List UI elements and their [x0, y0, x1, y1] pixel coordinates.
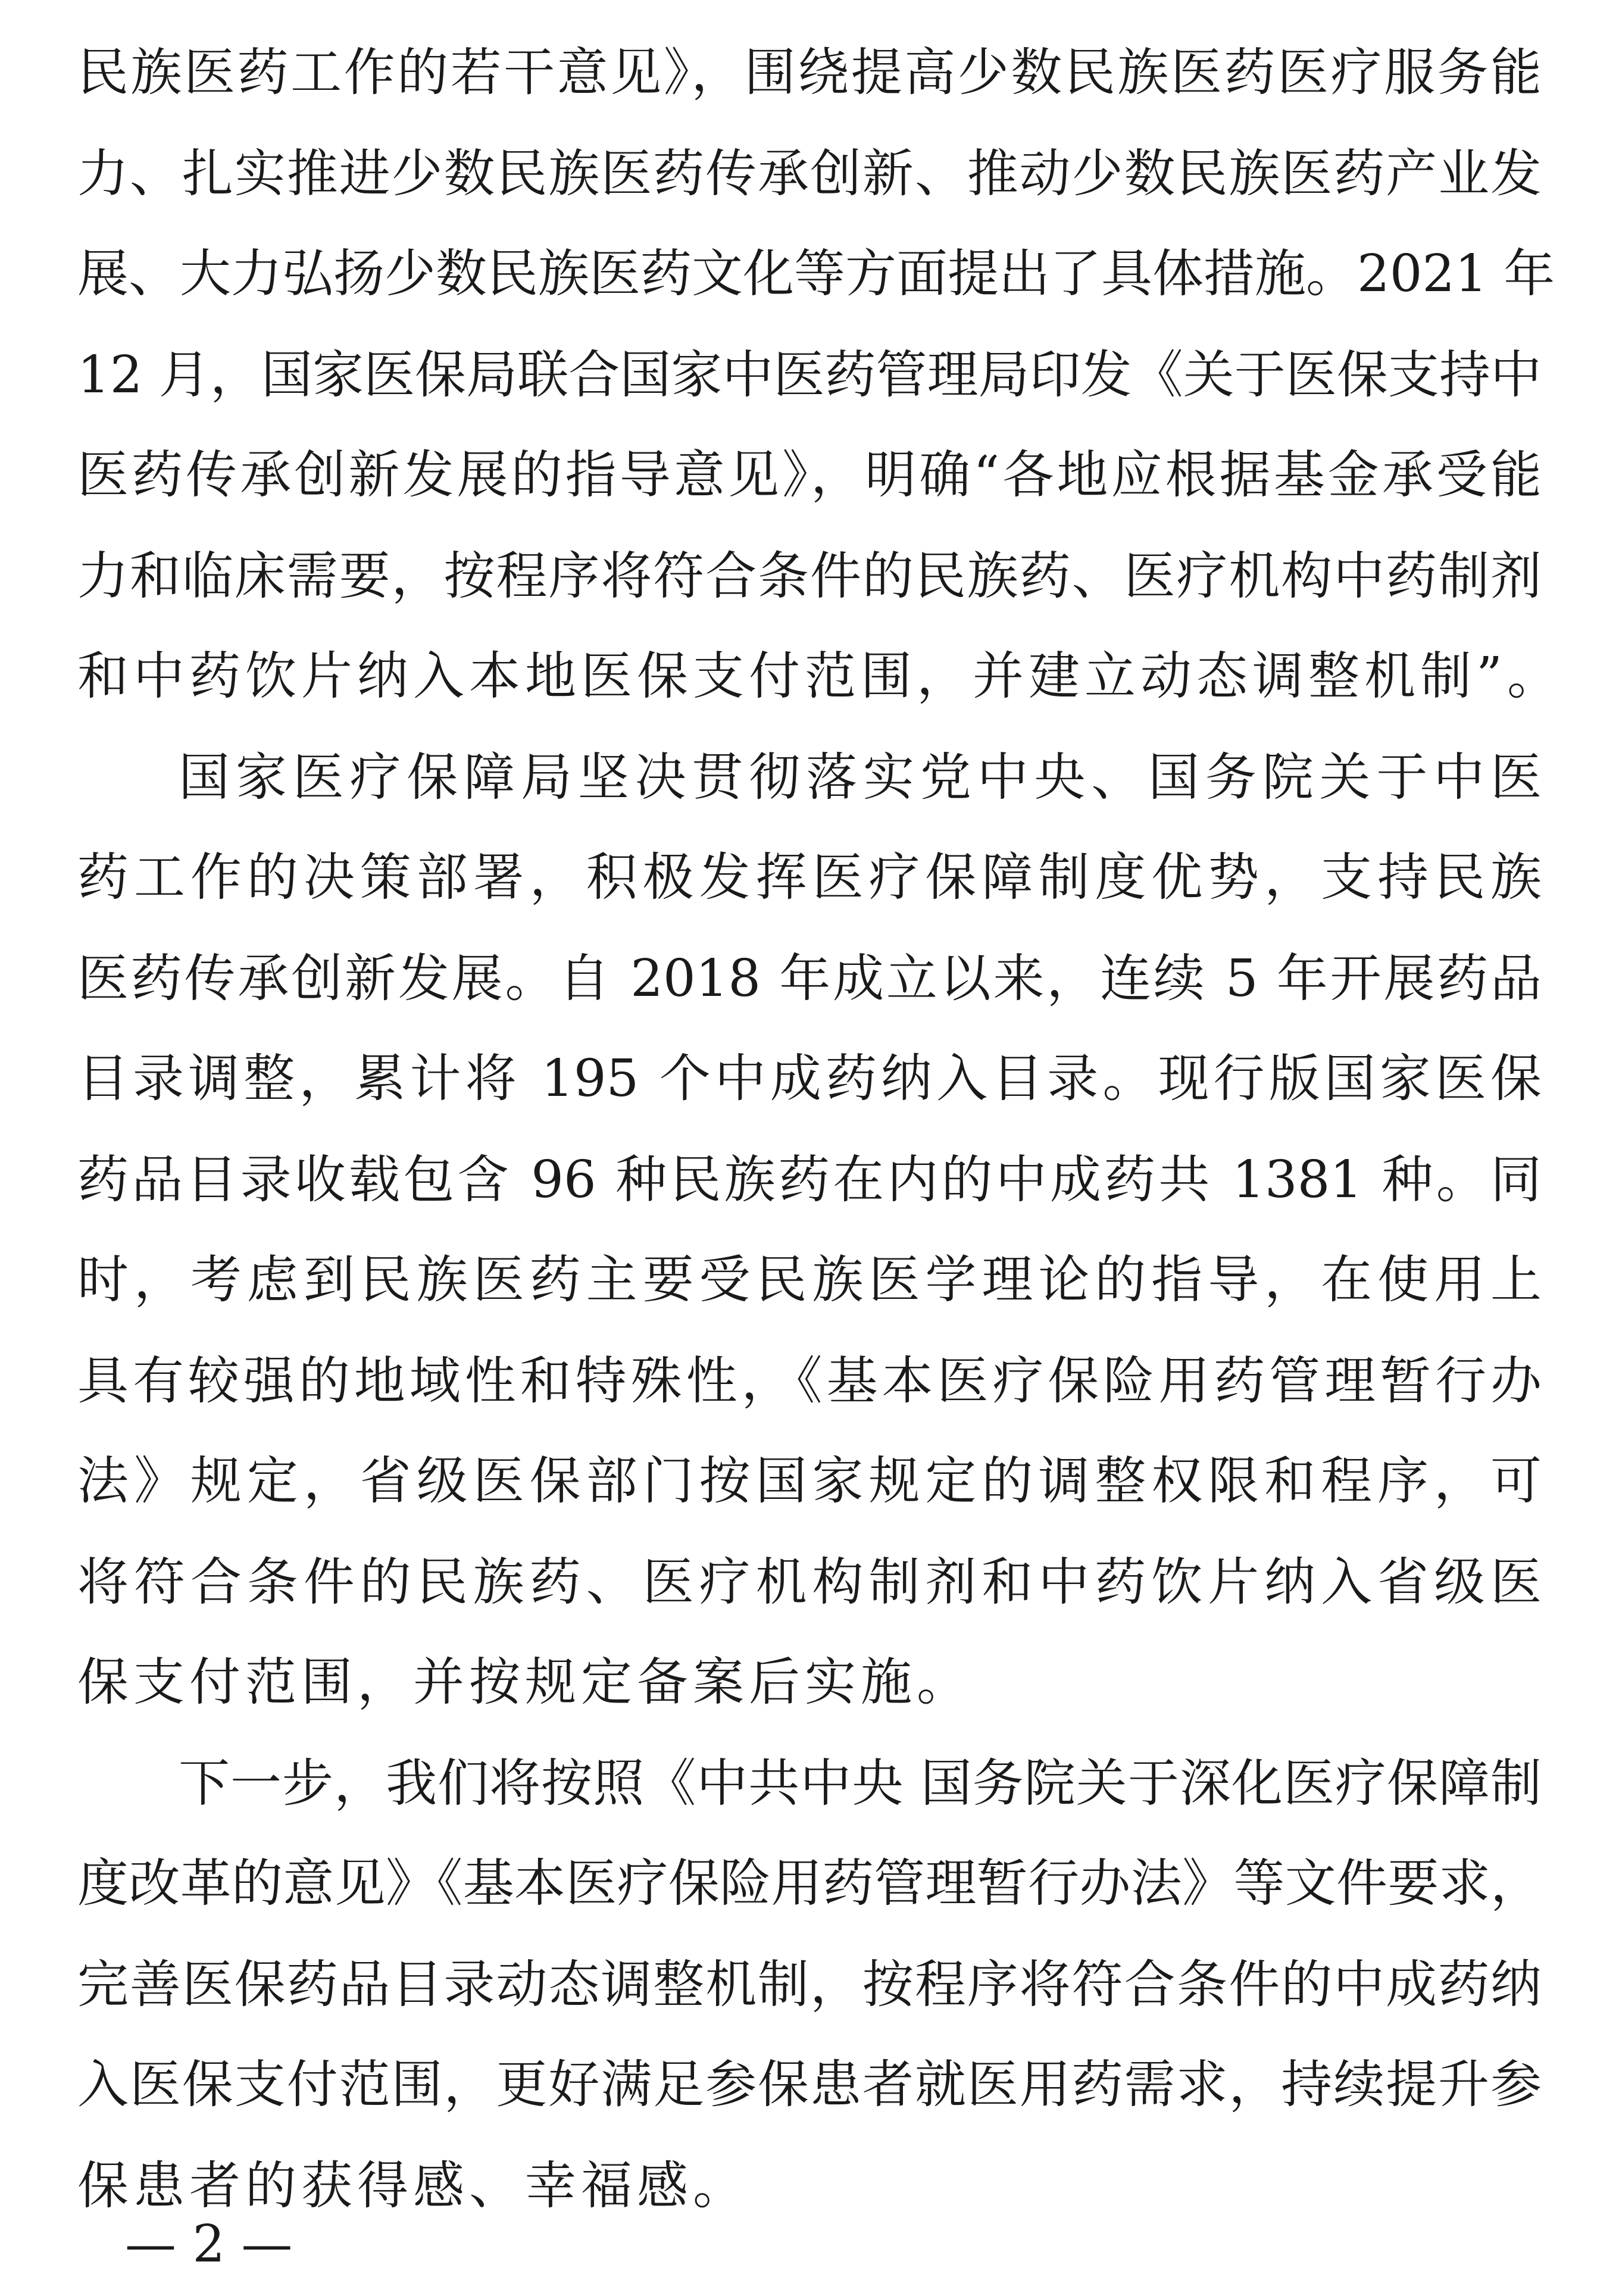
text-line: 展、大力弘扬少数民族医药文化等方面提出了具体措施。2021 年 [77, 244, 1555, 304]
text-line: 12 月，国家医保局联合国家中医药管理局印发《关于医保支持中 [77, 345, 1542, 405]
text-line: 医药传承创新发展的指导意见》，明确“各地应根据基金承受能 [77, 445, 1542, 505]
page-number: — 2 — [125, 2214, 293, 2274]
text-line: 度改革的意见》《基本医疗保险用药管理暂行办法》等文件要求， [77, 1854, 1542, 1913]
text-line: 药品目录收载包含 96 种民族药在内的中成药共 1381 种。同 [77, 1150, 1542, 1210]
text-line: 国家医疗保障局坚决贯彻落实党中央、国务院关于中医 [179, 748, 1542, 807]
text-line: 力和临床需要，按程序将符合条件的民族药、医疗机构中药制剂 [77, 546, 1542, 606]
text-line: 将符合条件的民族药、医疗机构制剂和中药饮片纳入省级医 [77, 1552, 1542, 1612]
text-line: 和中药饮片纳入本地医保支付范围，并建立动态调整机制”。 [77, 646, 1563, 706]
text-line: 完善医保药品目录动态调整机制，按程序将符合条件的中成药纳 [77, 1955, 1542, 2014]
text-line: 药工作的决策部署，积极发挥医疗保障制度优势，支持民族 [77, 848, 1542, 907]
text-line: 时，考虑到民族医药主要受民族医学理论的指导，在使用上 [77, 1250, 1542, 1310]
text-line: 下一步，我们将按照《中共中央 国务院关于深化医疗保障制 [179, 1754, 1542, 1813]
text-line: 保患者的获得感、幸福感。 [77, 2156, 749, 2216]
text-line: 力、扎实推进少数民族医药传承创新、推动少数民族医药产业发 [77, 144, 1542, 204]
text-line: 法》规定，省级医保部门按国家规定的调整权限和程序，可 [77, 1451, 1542, 1511]
text-line: 入医保支付范围，更好满足参保患者就医用药需求，持续提升参 [77, 2055, 1542, 2114]
text-line: 民族医药工作的若干意见》，围绕提高少数民族医药医疗服务能 [77, 43, 1542, 102]
text-line: 目录调整，累计将 195 个中成药纳入目录。现行版国家医保 [77, 1049, 1542, 1108]
text-line: 保支付范围，并按规定备案后实施。 [77, 1653, 973, 1712]
text-line: 具有较强的地域性和特殊性，《基本医疗保险用药管理暂行办 [77, 1351, 1542, 1411]
text-line: 医药传承创新发展。自 2018 年成立以来，连续 5 年开展药品 [77, 949, 1542, 1008]
